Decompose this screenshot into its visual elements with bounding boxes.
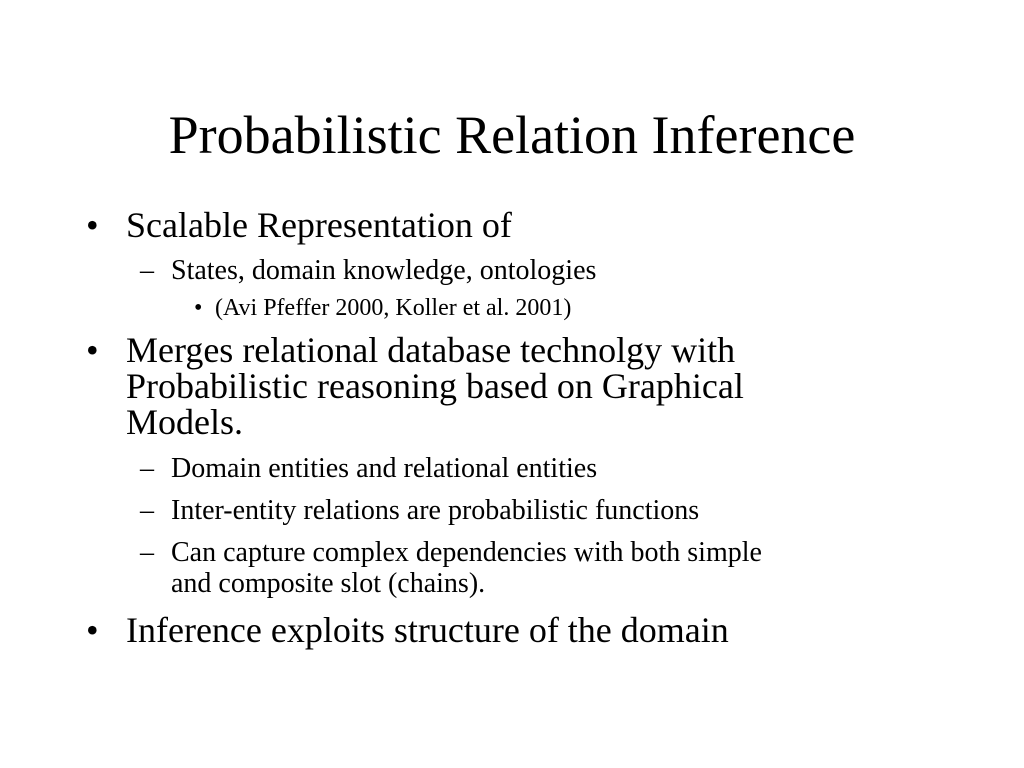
bullet-text-line-3: Models. bbox=[126, 402, 243, 442]
sub-bullet-text: Inter-entity relations are probabilistic functions bbox=[171, 495, 700, 526]
sub-bullet-marker: – bbox=[140, 255, 154, 286]
sub-bullet-text: States, domain knowledge, ontologies bbox=[171, 255, 597, 286]
sub-bullet-text-line-1: Can capture complex dependencies with both simple bbox=[171, 537, 762, 568]
sub-bullet-marker: – bbox=[140, 453, 154, 484]
sub-bullet-text: Domain entities and relational entities bbox=[171, 453, 598, 484]
sub-sub-bullet-marker: • bbox=[194, 295, 203, 321]
slide-title: Probabilistic Relation Inference bbox=[168, 105, 856, 165]
sub-bullet-text-line-2: and composite slot (chains). bbox=[171, 568, 486, 599]
bullet-marker: • bbox=[86, 205, 99, 245]
bullet-marker: • bbox=[86, 610, 99, 650]
bullet-marker: • bbox=[86, 330, 99, 370]
bullet-text-line-2: Probabilistic reasoning based on Graphical bbox=[126, 366, 744, 406]
bullet-text: Inference exploits structure of the domain bbox=[126, 610, 729, 650]
sub-bullet-marker: – bbox=[140, 537, 154, 568]
sub-bullet-marker: – bbox=[140, 495, 154, 526]
sub-sub-bullet-text: (Avi Pfeffer 2000, Koller et al. 2001) bbox=[215, 295, 572, 321]
bullet-text-line-1: Merges relational database technolgy with bbox=[126, 330, 736, 370]
bullet-text: Scalable Representation of bbox=[126, 205, 512, 245]
